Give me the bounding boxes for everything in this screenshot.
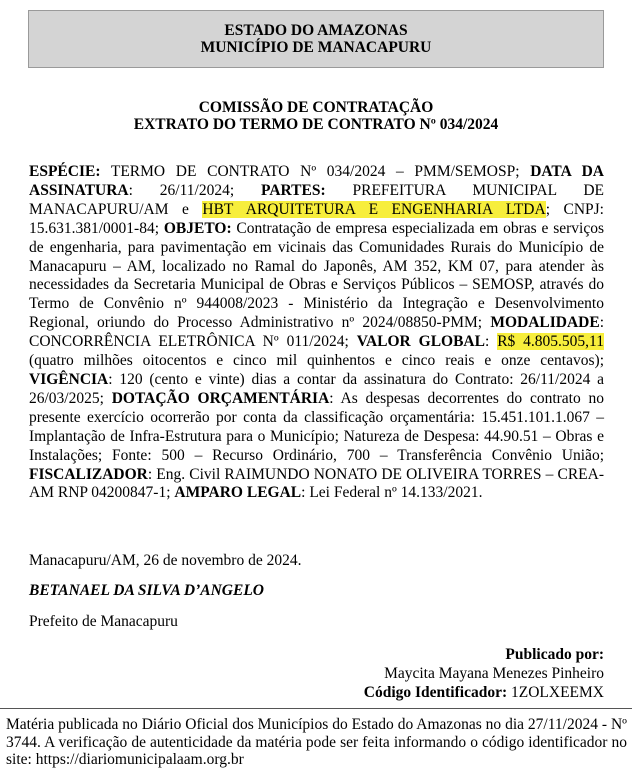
contract-body: [29, 163, 604, 503]
published-by-label: Publicado por:: [505, 646, 604, 663]
especie-value: TERMO DE CONTRATO Nº 034/2024 – PMM/SEMOSP;: [100, 163, 531, 180]
vigencia-value: : 120 (cento e vinte) dias a contar da assinatura do Contrato: 26/11/2024 a 26/03/2025;: [29, 370, 604, 407]
valor-colon: :: [484, 333, 498, 351]
footer-text: Matéria publicada no Diário Oficial dos Municípios do Estado do Amazonas no dia 27/11/2024 - Nº 3744. A verificação de autenticidade da matéria pode ser feita informando o código identificador no site: https://diariomunicipalaam.org.br: [6, 716, 627, 768]
modalidade-value: : CONCORRÊNCIA ELETRÔNICA Nº 011/2024;: [29, 314, 604, 351]
header-box: [28, 10, 604, 68]
signer-name: BETANAEL DA SILVA D’ANGELO: [29, 582, 264, 599]
signer-role: Prefeito de Manacapuru: [29, 613, 178, 630]
header-state: ESTADO DO AMAZONAS: [224, 22, 408, 39]
date-line: Manacapuru/AM, 26 de novembro de 2024.: [29, 552, 302, 569]
data-assinatura-value: : 26/11/2024;: [128, 181, 261, 199]
valor-amount-highlight: R$ 4.805.505,11: [497, 333, 604, 351]
objeto-label: OBJETO:: [163, 219, 232, 237]
dotacao-label: DOTAÇÃO ORÇAMENTÁRIA: [111, 389, 330, 407]
footer-divider: [0, 708, 632, 709]
document-titles: [0, 99, 632, 133]
modalidade-label: MODALIDADE: [490, 314, 600, 332]
code-value: 1ZOLXEEMX: [511, 684, 604, 701]
partes-value: PREFEITURA MUNICIPAL DE MANACAPURU/AM e: [29, 181, 604, 218]
publication-block: [364, 645, 604, 702]
vigencia-label: VIGÊNCIA: [29, 370, 109, 388]
partes-label: PARTES:: [261, 181, 326, 199]
objeto-value: Contratação de empresa especializada em obras e serviços de engenharia, para pavimentação em vicinais das Comunidades Rurais do Município de Manacapuru – AM, localizado no Ramal do Japonês, AM 352, KM 07, para atender às necessidades da Secretaria Municipal de Obras e Serviços Públicos – SEMOSP, através do Termo de Convênio nº 944008/2023 - Ministério da Integração e Desenvolvimento Regional, oriundo do Processo Administrativo nº 2024/08850-PMM;: [29, 219, 604, 332]
valor-words: (quatro milhões oitocentos e cinco mil quinhentos e cinco reais e onze centavos);: [29, 352, 604, 370]
commission-title: COMISSÃO DE CONTRATAÇÃO: [198, 99, 434, 116]
fiscalizador-value: : Eng. Civil RAIMUNDO NONATO DE OLIVEIRA TORRES – CREA-AM RNP 04200847-1;: [29, 465, 604, 502]
amparo-label: AMPARO LEGAL: [174, 484, 302, 502]
amparo-value: : Lei Federal nº 14.133/2021.: [301, 484, 483, 502]
dotacao-value: : As despesas decorrentes do contrato no presente exercício ocorrerão por conta da classificação orçamentária: 15.451.101.1.067 – Implantação de Infra-Estrutura para o Município; Natureza de Despesa: 44.90.51 – Obras e Instalações; Fonte: 500 – Recurso Ordinário, 700 – Transferência Convênio União;: [29, 389, 604, 464]
header-municipality: MUNICÍPIO DE MANACAPURU: [200, 39, 432, 56]
especie-label: ESPÉCIE:: [29, 163, 101, 180]
extract-title: EXTRATO DO TERMO DE CONTRATO Nº 034/2024: [133, 116, 499, 133]
data-assinatura-label: DATA DA ASSINATURA: [29, 163, 604, 199]
code-label: Código Identificador:: [363, 684, 508, 701]
fiscalizador-label: FISCALIZADOR: [29, 465, 148, 483]
publisher-name: Maycita Mayana Menezes Pinheiro: [384, 665, 604, 682]
valor-label: VALOR GLOBAL: [356, 333, 485, 351]
cnpj-value: ; CNPJ: 15.631.381/0001-84;: [29, 200, 604, 237]
company-name-highlight: HBT ARQUITETURA E ENGENHARIA LTDA: [202, 200, 546, 218]
